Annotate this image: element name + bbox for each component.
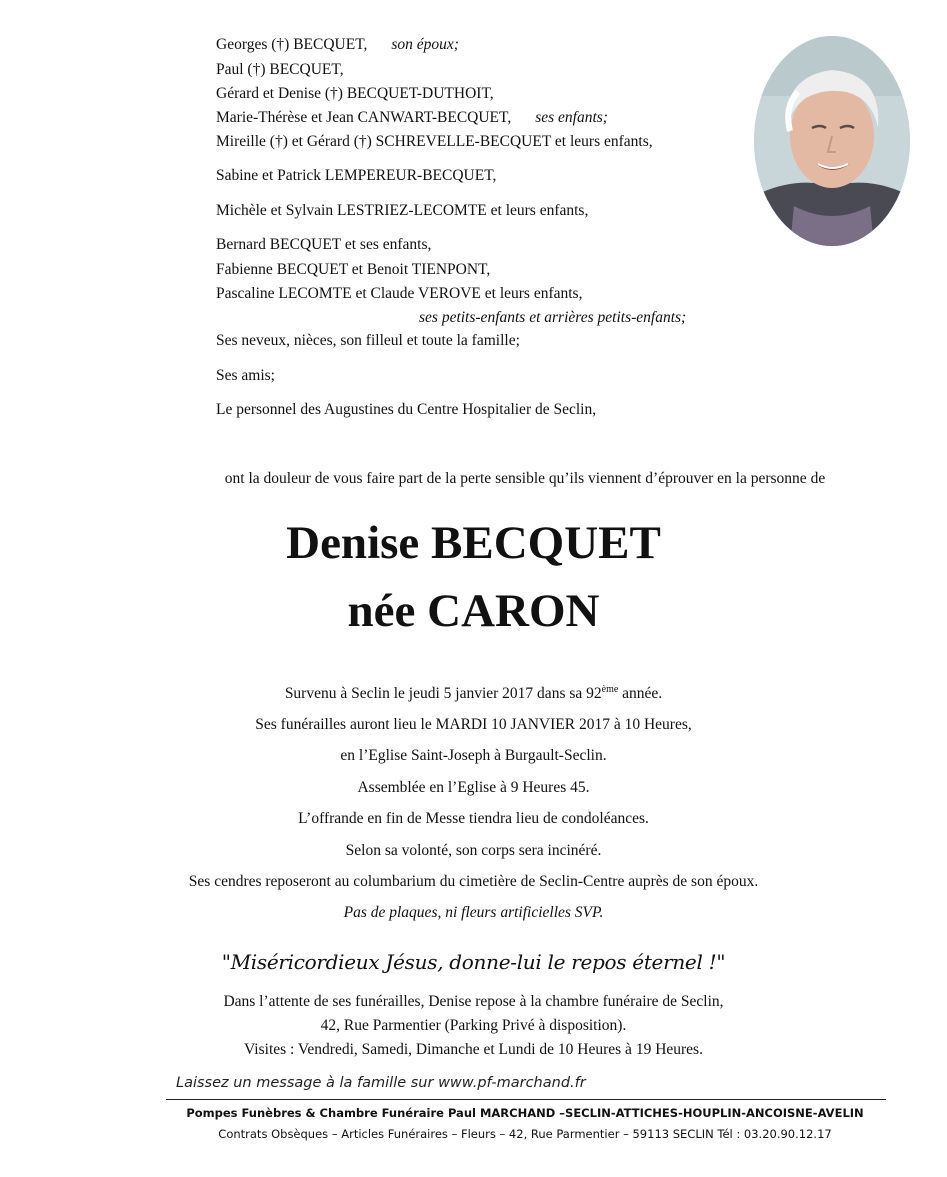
children-role: ses enfants; [535, 109, 608, 126]
funeral-home-contact: Contrats Obsèques – Articles Funéraires – Fleurs – 42, Rue Parmentier – 59113 SECLIN Tél : 03.20.90.12.17 [218, 1127, 832, 1141]
ashes-note: Ses cendres reposeront au columbarium du cimetière de Seclin-Centre auprès de son époux. [188, 873, 759, 890]
deceased-maiden-name: née CARON [347, 585, 600, 637]
message-link-text: Laissez un message à la famille sur www.pf-marchand.fr [176, 1075, 586, 1091]
no-flowers-note: Pas de plaques, ni fleurs artificielles SVP. [343, 904, 604, 921]
funeral-home-name: Pompes Funèbres & Chambre Funéraire Paul MARCHAND –SECLIN-ATTICHES-HOUPLIN-ANCOISNE-AVELIN [186, 1106, 864, 1120]
family-line: Paul (†) BECQUET, [216, 61, 344, 78]
spouse-role: son époux; [391, 36, 459, 53]
assembly-time: Assemblée en l’Eglise à 9 Heures 45. [357, 779, 590, 796]
deceased-name: Denise BECQUET [286, 517, 661, 569]
family-line: Ses neveux, nièces, son filleul et toute la famille; [216, 332, 520, 349]
spouse-name: Georges (†) BECQUET, [216, 36, 368, 53]
family-line: Ses amis; [216, 367, 275, 384]
family-line: Pascaline LECOMTE et Claude VEROVE et leurs enfants, [216, 285, 583, 302]
family-line-spouse [216, 37, 459, 53]
grandchildren-role: ses petits-enfants et arrières petits-enfants; [419, 309, 687, 326]
offering-note: L’offrande en fin de Messe tiendra lieu de condoléances. [298, 810, 649, 827]
portrait-photo [754, 36, 910, 246]
footer-divider [166, 1099, 886, 1100]
visit-address: 42, Rue Parmentier (Parking Privé à disposition). [320, 1017, 627, 1034]
funeral-date: Ses funérailles auront lieu le MARDI 10 JANVIER 2017 à 10 Heures, [255, 716, 692, 733]
intro-text: ont la douleur de vous faire part de la perte sensible qu’ils viennent d’éprouver en la personne de [224, 470, 826, 487]
family-line: Sabine et Patrick LEMPEREUR-BECQUET, [216, 167, 497, 184]
death-info-text: Survenu à Seclin le jeudi 5 janvier 2017 dans sa 92 [284, 685, 602, 702]
family-line: Michèle et Sylvain LESTRIEZ-LECOMTE et leurs enfants, [216, 202, 589, 219]
ordinal-suffix: ème [601, 684, 619, 695]
cremation-note: Selon sa volonté, son corps sera incinéré. [345, 842, 602, 859]
family-line: Mireille (†) et Gérard (†) SCHREVELLE-BECQUET et leurs enfants, [216, 133, 653, 150]
family-line-children [216, 110, 608, 126]
children-name: Marie-Thérèse et Jean CANWART-BECQUET, [216, 109, 512, 126]
funeral-place: en l’Eglise Saint-Joseph à Burgault-Seclin. [340, 747, 607, 764]
prayer-quote: "Miséricordieux Jésus, donne-lui le repos éternel !" [221, 950, 726, 974]
death-info-end: année. [618, 685, 663, 702]
family-line: Fabienne BECQUET et Benoit TIENPONT, [216, 261, 491, 278]
death-info [0, 686, 947, 702]
visit-hours: Visites : Vendredi, Samedi, Dimanche et Lundi de 10 Heures à 19 Heures. [244, 1041, 703, 1058]
family-line: Le personnel des Augustines du Centre Hospitalier de Seclin, [216, 401, 597, 418]
family-line: Bernard BECQUET et ses enfants, [216, 236, 432, 253]
family-line: Gérard et Denise (†) BECQUET-DUTHOIT, [216, 85, 494, 102]
visit-location: Dans l’attente de ses funérailles, Denise repose à la chambre funéraire de Seclin, [223, 993, 724, 1010]
